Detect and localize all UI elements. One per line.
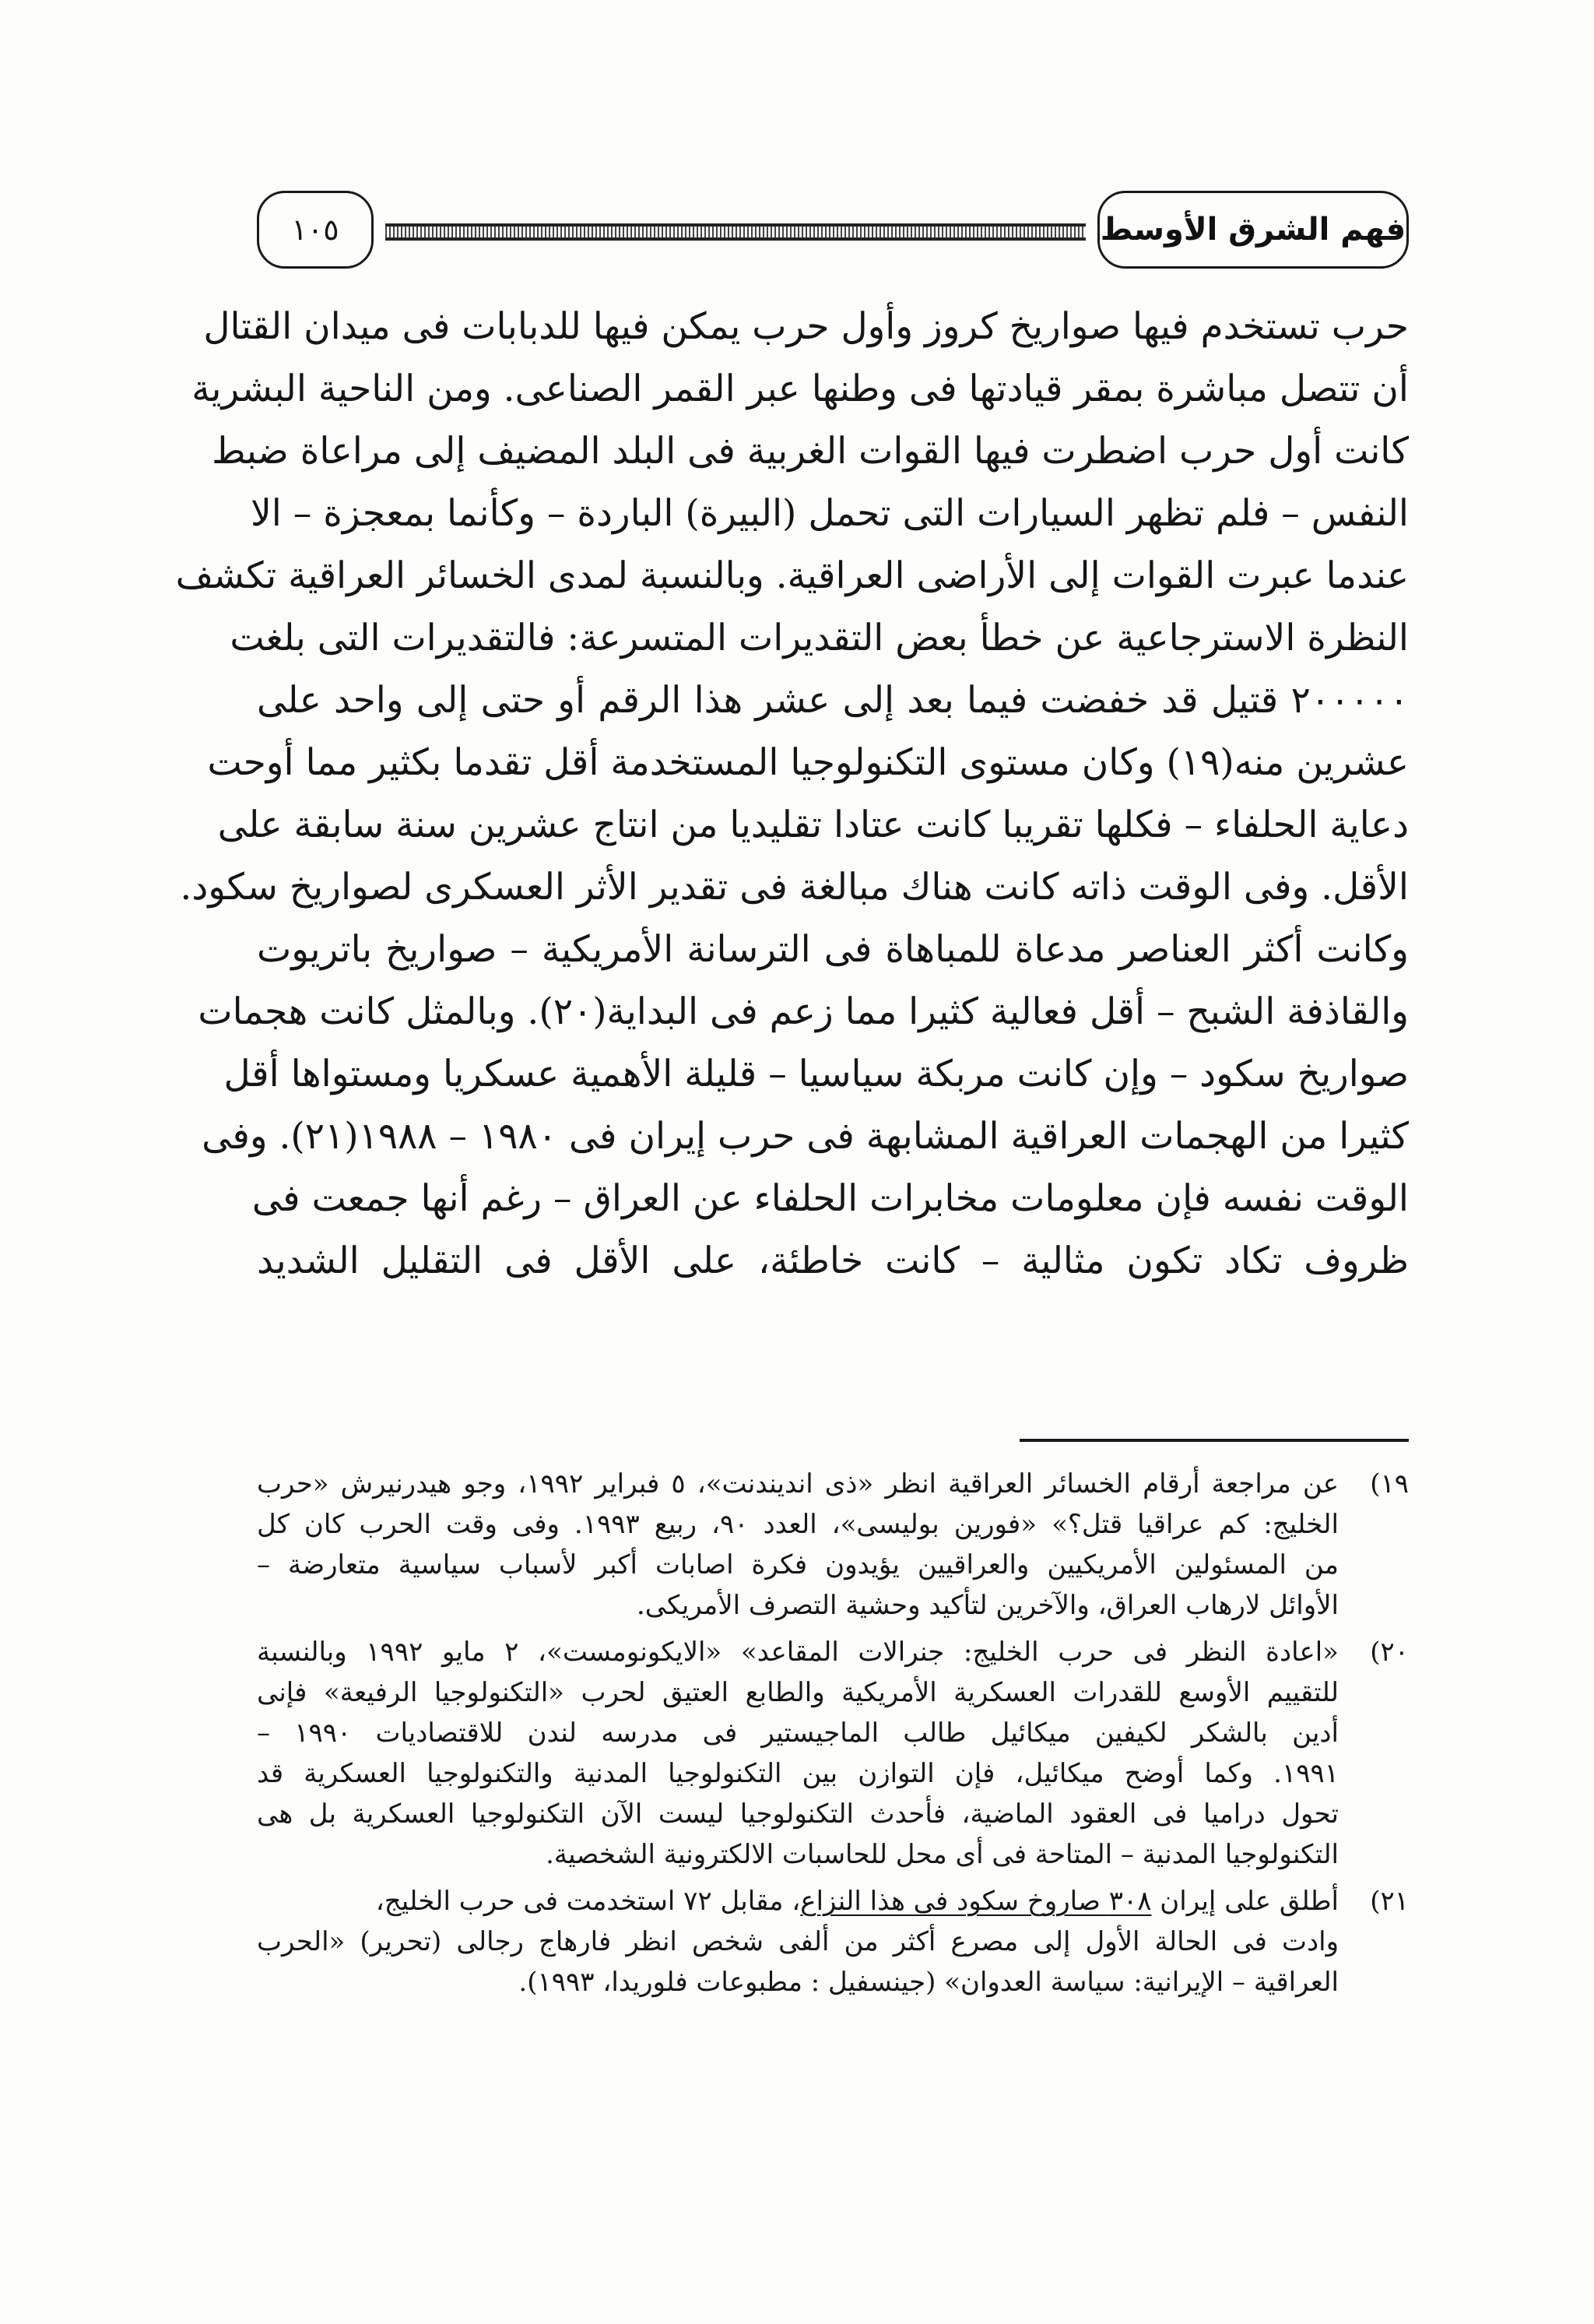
- footnote-line: وادت فى الحالة الأول إلى مصرع أكثر من ألفى شخص انظر فارهاج رجالى (تحرير) «الحرب: [257, 1926, 1339, 1957]
- footnote-number: ٢١): [1370, 1886, 1409, 1917]
- running-title: فهم الشرق الأوسط: [1097, 191, 1409, 269]
- footnote-divider: [1020, 1439, 1409, 1442]
- footnote-text: أطلق على إيران: [1160, 1886, 1339, 1917]
- body-line: صواريخ سكود – وإن كانت مربكة سياسيا – قليلة الأهمية عسكريا ومستواها أقل: [223, 1053, 1409, 1095]
- page-number: ١٠٥: [257, 191, 374, 269]
- footnote-19: [257, 1464, 1409, 1626]
- footnote-number: ١٩): [1370, 1468, 1409, 1500]
- body-line: عندما عبرت القوات إلى الأراضى العراقية. وبالنسبة لمدى الخسائر العراقية تكشف: [175, 554, 1409, 597]
- footnote-line: عن مراجعة أرقام الخسائر العراقية انظر «ذى انديندنت»، ٥ فبراير ١٩٩٢، وجو هيدرنيرش «حرب: [257, 1468, 1339, 1500]
- body-line: ظروف تكاد تكون مثالية – كانت خاطئة، على الأقل فى التقليل الشديد: [257, 1239, 1409, 1282]
- underlined-phrase: ٣٠٨ صاروخ سكود فى هذا النزاع: [800, 1886, 1152, 1917]
- footnote-text: ، مقابل ٧٢ استخدمت فى حرب الخليج،: [375, 1886, 801, 1917]
- body-line: والقاذفة الشبح – أقل فعالية كثيرا مما زعم فى البداية(٢٠). وبالمثل كانت هجمات: [198, 990, 1409, 1033]
- footnote-line: من المسئولين الأمريكيين والعراقيين يؤيدون فكرة اصابات أكبر لأسباب سياسية متعارضة –: [257, 1549, 1339, 1580]
- body-line: كثيرا من الهجمات العراقية المشابهة فى حرب إيران فى ١٩٨٠ – ١٩٨٨(٢١). وفى: [202, 1115, 1409, 1158]
- header-rule: [385, 223, 1086, 241]
- footnote-number: ٢٠): [1370, 1637, 1409, 1668]
- footnote-line: «اعادة النظر فى حرب الخليج: جنرالات المقاعد» «الايكونومست»، ٢ مايو ١٩٩٢ وبالنسبة: [257, 1637, 1339, 1668]
- body-line: ٢٠٠٠٠٠ قتيل قد خفضت فيما بعد إلى عشر هذا الرقم أو حتى إلى واحد على: [257, 679, 1409, 722]
- footnote-21: [257, 1881, 1409, 2002]
- body-line: دعاية الحلفاء – فكلها تقريبا كانت عتادا تقليديا من انتاج عشرين سنة سابقة على: [217, 803, 1409, 846]
- footnote-20: [257, 1632, 1409, 1875]
- footnote-line: أدين بالشكر لكيفين ميكائيل طالب الماجيستير فى مدرسه لندن للاقتصاديات ١٩٩٠ –: [257, 1718, 1339, 1749]
- body-line: النظرة الاسترجاعية عن خطأ بعض التقديرات المتسرعة: فالتقديرات التى بلغت: [230, 617, 1409, 659]
- body-paragraph: [175, 296, 1409, 1292]
- footnote-line: ١٩٩١. وكما أوضح ميكائيل، فإن التوازن بين التكنولوجيا المدنية والتكنولوجيا العسكرية قد: [257, 1758, 1339, 1789]
- footnote-line: للتقييم الأوسع للقدرات العسكرية الأمريكية والطابع العتيق لحرب «التكنولوجيا الرفيعة» فإنى: [257, 1677, 1339, 1708]
- footnote-line: العراقية – الإيرانية: سياسة العدوان» (جينسفيل : مطبوعات فلوريدا، ١٩٩٣).: [518, 1967, 1339, 1998]
- footnote-line: [257, 1881, 1339, 1921]
- body-line: أن تتصل مباشرة بمقر قيادتها فى وطنها عبر القمر الصناعى. ومن الناحية البشرية: [191, 367, 1409, 410]
- footnotes: [257, 1464, 1409, 2009]
- body-line: الأقل. وفى الوقت ذاته كانت هناك مبالغة فى تقدير الأثر العسكرى لصواريخ سكود.: [180, 866, 1409, 909]
- footnote-line: الخليج: كم عراقيا قتل؟» «فورين بوليسى»، العدد ٩٠، ربيع ١٩٩٣. وفى وقت الحرب كان كل: [257, 1509, 1339, 1540]
- footnote-line: تحول دراميا فى العقود الماضية، فأحدث التكنولوجيا ليست الآن التكنولوجيا العسكرية بل هى: [257, 1798, 1339, 1830]
- running-header: [257, 191, 1409, 276]
- body-line: عشرين منه(١٩) وكان مستوى التكنولوجيا المستخدمة أقل تقدما بكثير مما أوحت: [207, 741, 1409, 784]
- body-line: الوقت نفسه فإن معلومات مخابرات الحلفاء عن العراق – رغم أنها جمعت فى: [251, 1177, 1409, 1220]
- footnote-line: الأوائل لارهاب العراق، والآخرين لتأكيد وحشية التصرف الأمريكى.: [636, 1590, 1339, 1621]
- body-line: وكانت أكثر العناصر مدعاة للمباهاة فى الترسانة الأمريكية – صواريخ باتريوت: [257, 928, 1409, 971]
- body-line: حرب تستخدم فيها صواريخ كروز وأول حرب يمكن فيها للدبابات فى ميدان القتال: [203, 305, 1409, 348]
- body-line: كانت أول حرب اضطرت فيها القوات الغربية فى البلد المضيف إلى مراعاة ضبط: [212, 430, 1409, 473]
- body-line: النفس – فلم تظهر السيارات التى تحمل (البيرة) الباردة – وكأنما بمعجزة – الا: [250, 492, 1409, 535]
- footnote-line: التكنولوجيا المدنية – المتاحة فى أى محل للحاسبات الالكترونية الشخصية.: [546, 1839, 1339, 1870]
